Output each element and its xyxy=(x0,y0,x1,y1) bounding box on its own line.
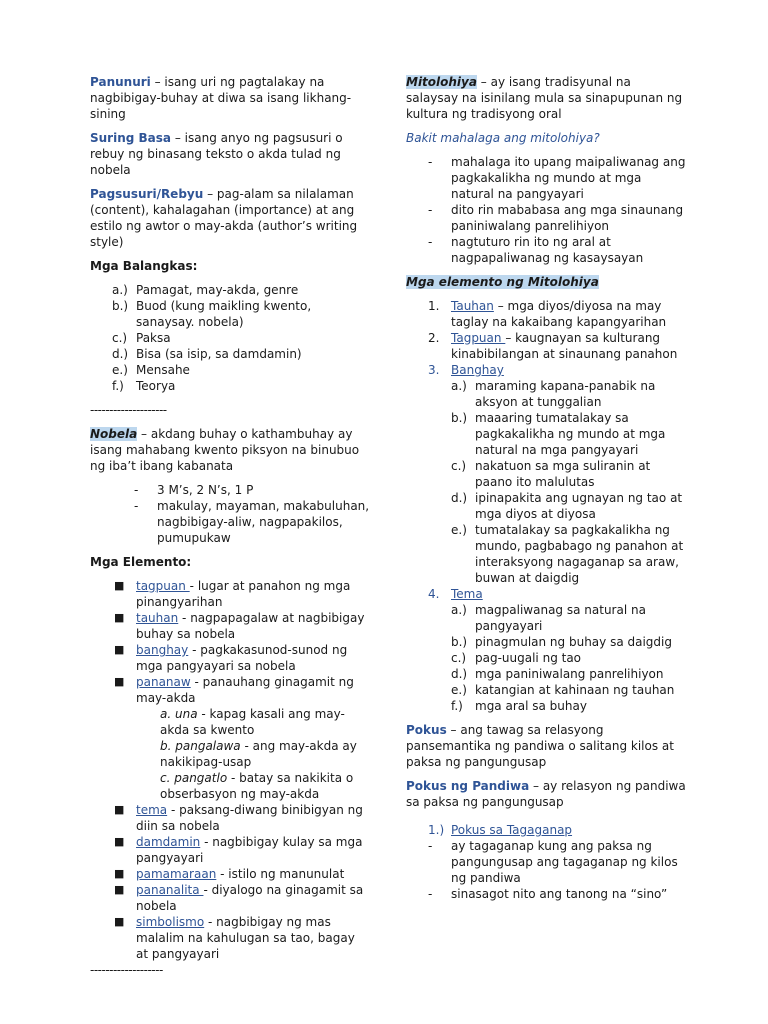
list-text: dito rin mababasa ang mga sinaunang paniniwalang panrelihiyon xyxy=(451,203,684,233)
square-bullet-icon: ■ xyxy=(114,611,125,624)
list-marker: 1.) xyxy=(428,823,445,837)
def-nobela xyxy=(90,426,370,474)
list-marker: c.) xyxy=(451,459,467,473)
list-text: tumatalakay sa pagkakalikha ng mundo, pagbabago ng panahon at interaksyong nagaganap sa araw, buwan at daigdig xyxy=(475,523,684,585)
list-text: Pamagat, may-akda, genre xyxy=(136,283,299,297)
list-item xyxy=(428,330,686,362)
link-simbolismo[interactable]: simbolismo xyxy=(136,915,205,929)
def-suring-basa xyxy=(90,130,370,178)
term-mitolohiya: Mitolohiya xyxy=(406,75,477,89)
list-item xyxy=(134,482,370,498)
link-pananaw[interactable]: pananaw xyxy=(136,675,191,689)
link-tagpuan[interactable]: tagpuan xyxy=(136,579,190,593)
square-bullet-icon: ■ xyxy=(114,867,125,880)
list-text: - nagbibigay ng mas malalim na kahulugan sa tao, bagay at pangyayari xyxy=(136,915,355,961)
term-suring-basa: Suring Basa xyxy=(90,131,172,145)
list-item xyxy=(451,522,686,586)
list-item xyxy=(451,634,686,650)
list-text: - istilo ng manunulat xyxy=(216,867,345,881)
square-bullet-icon: ■ xyxy=(114,579,125,592)
question-bakit: Bakit mahalaga ang mitolohiya? xyxy=(406,131,600,145)
list-marker: f.) xyxy=(451,699,463,713)
def-pokus-pandiwa xyxy=(406,778,686,810)
list-text: 3 M’s, 2 N’s, 1 P xyxy=(157,483,254,497)
list-text: Mensahe xyxy=(136,363,190,377)
right-column xyxy=(406,74,686,910)
list-item xyxy=(451,458,686,490)
link-damdamin[interactable]: damdamin xyxy=(136,835,201,849)
sub-text: - batay sa nakikita o obserbasyon ng may-akda xyxy=(160,771,354,801)
mito-elemento-list xyxy=(428,298,686,378)
list-item xyxy=(112,362,370,378)
list-text: Bisa (sa isip, sa damdamin) xyxy=(136,347,302,361)
list-marker: f.) xyxy=(112,379,124,393)
square-bullet-icon: ■ xyxy=(114,915,125,928)
list-item xyxy=(428,362,686,378)
list-marker: d.) xyxy=(451,667,468,681)
list-item xyxy=(114,802,370,834)
list-text: - paksang-diwang binibigyan ng diin sa nobela xyxy=(136,803,363,833)
list-item xyxy=(428,298,686,330)
dash-marker: - xyxy=(428,235,433,249)
bakit-dash-list xyxy=(428,154,686,266)
list-text: mahalaga ito upang maipaliwanag ang pagkakalikha ng mundo at mga natural na pangyayari xyxy=(451,155,686,201)
list-marker: 2. xyxy=(428,331,440,345)
list-item xyxy=(134,498,370,546)
def-pagsusuri xyxy=(90,186,370,250)
link-banghay[interactable]: banghay xyxy=(136,643,189,657)
list-text: mga aral sa buhay xyxy=(475,699,587,713)
list-marker: b.) xyxy=(451,635,468,649)
balangkas-list xyxy=(112,282,370,394)
list-marker: a.) xyxy=(112,283,128,297)
list-marker: a.) xyxy=(451,603,467,617)
square-bullet-icon: ■ xyxy=(114,675,125,688)
sub-key: b. pangalawa xyxy=(160,739,241,753)
list-item xyxy=(451,666,686,682)
def-text: – isang uri ng pagtalakay na nagbibigay-buhay at diwa sa isang likhang-sining xyxy=(90,75,352,121)
left-column xyxy=(90,74,370,986)
list-text: - nagpapagalaw at nagbibigay buhay sa nobela xyxy=(136,611,365,641)
list-text: - panauhang ginagamit ng may-akda xyxy=(136,675,354,705)
link-tema[interactable]: tema xyxy=(136,803,168,817)
list-text: Paksa xyxy=(136,331,171,345)
list-text: maaaring tumatalakay sa pagkakalikha ng mundo at mga natural na mga pangyayari xyxy=(475,411,666,457)
term-pokus-pandiwa: Pokus ng Pandiwa xyxy=(406,779,530,793)
list-text: – mga diyos/diyosa na may taglay na kakaibang kapangyarihan xyxy=(451,299,667,329)
list-item xyxy=(114,866,370,882)
list-item xyxy=(114,834,370,866)
link-tagpuan-mito[interactable]: Tagpuan xyxy=(451,331,506,345)
def-text: – akdang buhay o kathambuhay ay isang mahabang kwento piksyon na binubuo ng iba’t ibang kabanata xyxy=(90,427,360,473)
list-text: pinagmulan ng buhay sa daigdig xyxy=(475,635,672,649)
square-bullet-icon: ■ xyxy=(114,883,125,896)
def-text: – pag-alam sa nilalaman (content), kahalagahan (importance) at ang estilo ng awtor o may-akda (author’s writing style) xyxy=(90,187,358,249)
list-marker: 1. xyxy=(428,299,440,313)
list-marker: e.) xyxy=(451,683,467,697)
list-item xyxy=(451,410,686,458)
list-text: sinasagot nito ang tanong na “sino” xyxy=(451,887,668,901)
list-text: – kaugnayan sa kulturang kinabibilangan at sinaunang panahon xyxy=(451,331,678,361)
list-item xyxy=(451,682,686,698)
list-item xyxy=(114,882,370,914)
elemento-mitolohiya-heading xyxy=(406,274,686,290)
def-pokus xyxy=(406,722,686,770)
list-marker: b.) xyxy=(112,299,129,313)
dash-marker: - xyxy=(134,499,139,513)
list-marker: a.) xyxy=(451,379,467,393)
list-item xyxy=(112,298,370,330)
list-text: nakatuon sa mga suliranin at paano ito malulutas xyxy=(475,459,651,489)
list-item xyxy=(114,610,370,642)
list-item xyxy=(451,698,686,714)
list-item xyxy=(114,914,370,962)
pananaw-sub-c xyxy=(114,770,370,802)
list-item xyxy=(112,346,370,362)
link-pokus-tagaganap[interactable]: Pokus sa Tagaganap xyxy=(451,823,573,837)
list-text: - diyalogo na ginagamit sa nobela xyxy=(136,883,364,913)
link-tema-mito[interactable]: Tema xyxy=(451,587,483,601)
sub-text: - ang may-akda ay nakikipag-usap xyxy=(160,739,357,769)
heading-text: Mga elemento ng Mitolohiya xyxy=(406,275,599,289)
list-marker: 3. xyxy=(428,363,440,377)
list-item xyxy=(114,642,370,674)
link-tauhan-mito[interactable]: Tauhan xyxy=(451,299,494,313)
dash-marker: - xyxy=(428,155,433,169)
square-bullet-icon: ■ xyxy=(114,643,125,656)
elemento-heading: Mga Elemento: xyxy=(90,555,192,569)
list-marker: c.) xyxy=(112,331,128,345)
list-item xyxy=(428,838,686,886)
list-text: pag-uugali ng tao xyxy=(475,651,582,665)
def-panunuri xyxy=(90,74,370,122)
link-pananalita[interactable]: pananalita xyxy=(136,883,204,897)
list-text: ipinapakita ang ugnayan ng tao at mga diyos at diyosa xyxy=(475,491,683,521)
list-item xyxy=(112,330,370,346)
list-item xyxy=(451,602,686,634)
list-text: - pagkakasunod-sunod ng mga pangyayari sa nobela xyxy=(136,643,348,673)
nobela-dash-list xyxy=(134,482,370,546)
dash-marker: - xyxy=(134,483,139,497)
mito-elemento-list-cont xyxy=(428,586,686,602)
list-item xyxy=(451,378,686,410)
pananaw-sub-b xyxy=(114,738,370,770)
pokus-dash-list xyxy=(428,838,686,902)
list-marker: e.) xyxy=(451,523,467,537)
sub-key: a. una xyxy=(160,707,198,721)
term-nobela: Nobela xyxy=(90,427,138,441)
square-bullet-icon: ■ xyxy=(114,803,125,816)
list-text: Teorya xyxy=(136,379,176,393)
list-text: ay tagaganap kung ang paksa ng pangungusap ang tagaganap ng kilos ng pandiwa xyxy=(451,839,678,885)
list-text: makulay, mayaman, makabuluhan, nagbibigay-aliw, nagpapakilos, pumupukaw xyxy=(157,499,370,545)
term-pagsusuri: Pagsusuri/Rebyu xyxy=(90,187,204,201)
list-marker: c.) xyxy=(451,651,467,665)
list-text: nagtuturo rin ito ng aral at nagpapaliwanag ng kasaysayan xyxy=(451,235,644,265)
list-item xyxy=(428,822,686,838)
balangkas-heading: Mga Balangkas: xyxy=(90,259,198,273)
dash-marker: - xyxy=(428,839,433,853)
sub-text: - kapag kasali ang may-akda sa kwento xyxy=(160,707,345,737)
square-bullet-icon: ■ xyxy=(114,835,125,848)
def-text: – ay relasyon ng pandiwa sa paksa ng pangungusap xyxy=(406,779,686,809)
list-item xyxy=(428,234,686,266)
divider-rule: ------------------- xyxy=(90,963,163,977)
pokus-list xyxy=(428,822,686,838)
list-marker: b.) xyxy=(451,411,468,425)
list-text: magpaliwanag sa natural na pangyayari xyxy=(475,603,646,633)
list-text: - nagbibigay kulay sa mga pangyayari xyxy=(136,835,363,865)
list-text: - lugar at panahon ng mga pinangyarihan xyxy=(136,579,351,609)
list-item xyxy=(114,578,370,610)
pananaw-sub-a xyxy=(114,706,370,738)
sub-key: c. pangatlo xyxy=(160,771,228,785)
list-item xyxy=(451,650,686,666)
list-marker: d.) xyxy=(451,491,468,505)
def-text: – ang tawag sa relasyong pansemantika ng pandiwa o salitang kilos at paksa ng pangungusap xyxy=(406,723,674,769)
term-panunuri: Panunuri xyxy=(90,75,151,89)
list-item xyxy=(428,154,686,202)
tema-sublist xyxy=(451,602,686,714)
list-item xyxy=(451,490,686,522)
list-text: katangian at kahinaan ng tauhan xyxy=(475,683,675,697)
link-tauhan[interactable]: tauhan xyxy=(136,611,179,625)
divider-rule: -------------------- xyxy=(90,403,167,417)
dash-marker: - xyxy=(428,203,433,217)
banghay-sublist xyxy=(451,378,686,586)
list-item xyxy=(428,586,686,602)
list-item xyxy=(112,282,370,298)
list-marker: e.) xyxy=(112,363,128,377)
def-text: – isang anyo ng pagsusuri o rebuy ng binasang teksto o akda tulad ng nobela xyxy=(90,131,343,177)
link-banghay-mito[interactable]: Banghay xyxy=(451,363,504,377)
link-pamamaraan[interactable]: pamamaraan xyxy=(136,867,217,881)
term-pokus: Pokus xyxy=(406,723,447,737)
list-text: maraming kapana-panabik na aksyon at tunggalian xyxy=(475,379,656,409)
list-text: mga paniniwalang panrelihiyon xyxy=(475,667,664,681)
list-marker: 4. xyxy=(428,587,440,601)
def-text: – ay isang tradisyunal na salaysay na isinilang mula sa sinapupunan ng kultura ng tradisyong oral xyxy=(406,75,683,121)
list-item xyxy=(428,202,686,234)
def-mitolohiya xyxy=(406,74,686,122)
dash-marker: - xyxy=(428,887,433,901)
list-marker: d.) xyxy=(112,347,129,361)
list-item xyxy=(428,886,686,902)
elemento-list xyxy=(114,578,370,962)
list-item xyxy=(112,378,370,394)
list-text: Buod (kung maikling kwento, sanaysay. nobela) xyxy=(136,299,312,329)
list-item xyxy=(114,674,370,706)
